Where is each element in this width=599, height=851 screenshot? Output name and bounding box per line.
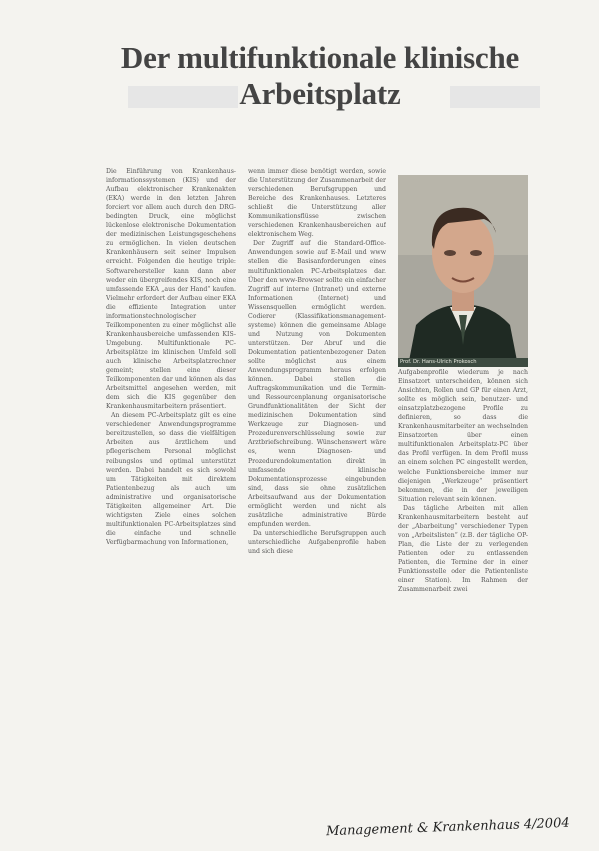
article-column-1 [106, 167, 236, 749]
paragraph: Da unterschiedliche Berufsgruppen auch unterschiedliche Aufgabenprofile haben und sich diese [248, 529, 386, 555]
paragraph: Die Einführung von Krankenhaus-informationssystemen (KIS) und der Aufbau elektronischer Krankenakten (EKA) werde in den letzten Jahren forciert vor allem auch durch den DRG-bedingten Druck, eine möglichst lückenlose elektronische Dokumentation der medizinischen Leistungsgeschehens zu ermöglichen. In vielen deutschen Krankenhäusern seit seiner Impulsen erreicht. Folgenden die heutige triple: Softwarehersteller kann dann aber weder ein übergreifendes KIS, noch eine umfassende EKA „aus der Hand“ kaufen. Vielmehr erfordert der Aufbau einer EKA die effiziente Integration unter informationstechnologischer Teilkomponenten zu einer möglichst alle Krankenhausbereiche umfassenden KIS-Umgebung. Multifunktionale PC-Arbeitsplätze im klinischen Umfeld soll auch klinische Arbeitsplatzrechner gemeint; stellen eine dieser Teilkomponenten dar und können als das Arbeitsmittel angesehen werden, mit dem sich die KIS gegenüber den Krankenhausmitarbeitern präsentiert. [106, 168, 236, 411]
paragraph: Aufgabenprofile wiederum je nach Einsatzort unterscheiden, können sich Ansichten, Rollen und GP für einen Arzt, sollte es möglich sein, benutzer- und einsatzplatzbezogene Profile zu definieren, so dass die Krankenhausmitarbeiter an wechselnden Einsatzorten über einen multifunktionalen Arbeitsplatz-PC über das Profil verfügen. In dem Profil muss an einem solchen PC eingestellt werden, welche Funktionsbereiche immer nur diejenigen „Werkzeuge“ präsentiert bekommen, die in der jeweiligen Situation relevant sein können. [398, 369, 528, 503]
photo-caption: Prof. Dr. Hans-Ulrich Prokosch [398, 358, 528, 367]
headline-line-2: Arbeitsplatz [239, 76, 401, 111]
headline-line-1: Der multifunktionale klinische [120, 40, 520, 75]
article-headline [100, 40, 540, 112]
paragraph: Das tägliche Arbeiten mit allen Krankenhausmitarbeitern besteht auf der „Abarbeitung“ verschiedener Typen von „Arbeitslisten“ (z.B. der tägliche OP-Plan, die Liste der zu verlegenden Patienten oder zu entlassenden Patienten, die Termine der in einer Funktionsstelle oder die Patientenliste einer Station). Im Rahmen der Zusammenarbeit zwei [398, 504, 528, 594]
paragraph: wenn immer diese benötigt werden, sowie die Unterstützung der Zusammenarbeit der verschiedenen Berufsgruppen und Bereiche des Krankenhauses. Letzteres schließt die Unterstützung aller Kommunikationsflüsse zwischen verschiedenen Krankenhausbereichen auf elektronischem Weg. [248, 168, 386, 239]
handwritten-source-note: Management & Krankenhaus 4/2004 [325, 815, 570, 840]
paragraph: Der Zugriff auf die Standard-Office-Anwendungen sowie auf E-Mail und www stellen die Basisanforderungen eines multifunktionalen PC-Arbeitsplatzes dar. Über den www-Browser sollte ein einfacher Zugriff auf interne (Intranet) und externe Informationen (Internet) und Wissensquellen ermöglicht werden. Codierer (Klassifikationsmanagement-systeme) können die gemeinsame Ablage und Nutzung von Dokumenten unterstützen. Der Abruf und die Dokumentation patientenbezogener Daten sollte möglichst aus einem Anwendungsprogramm heraus erfolgen können. Dabei stellen die Auftragskommunikation und die Termin- und Ressourcenplanung organisatorische Grundfunktionalitäten der Sicht der medizinischen Dokumentation sind Werkzeuge zur Diagnosen- und Prozedurenverschlüsselung sowie zur Arztbriefschreibung. Wünschenswert wäre es, wenn Diagnosen- und Prozedurendokumentation direkt in umfassende klinische Dokumentationsprozesse eingebunden sind, dass sie ohne zusätzlichen Arbeitsaufwand aus der Dokumentation ermöglicht werden und nicht als zusätzliche administrative Bürde empfunden werden. [248, 240, 386, 528]
article-column-3 [398, 368, 528, 678]
article-column-2 [248, 167, 386, 770]
author-portrait-photo [398, 175, 528, 366]
paragraph: An diesem PC-Arbeitsplatz gilt es eine verschiedener Anwendungsprogramme bereitzustellen, so dass die vielfältigen Arbeiten aus ärztlichem und pflegerischem Personal möglichst reibungslos und optimal unterstützt werden. Dabei handelt es sich sowohl um Tätigkeiten mit direktem Patientenbezug als auch um administrative und organisatorische Tätigkeiten allgemeiner Art. Die wichtigsten Ziele eines solchen multifunktionalen PC-Arbeitsplatzes sind die einfache und schnelle Verfügbarmachung von Informationen, [106, 412, 236, 546]
